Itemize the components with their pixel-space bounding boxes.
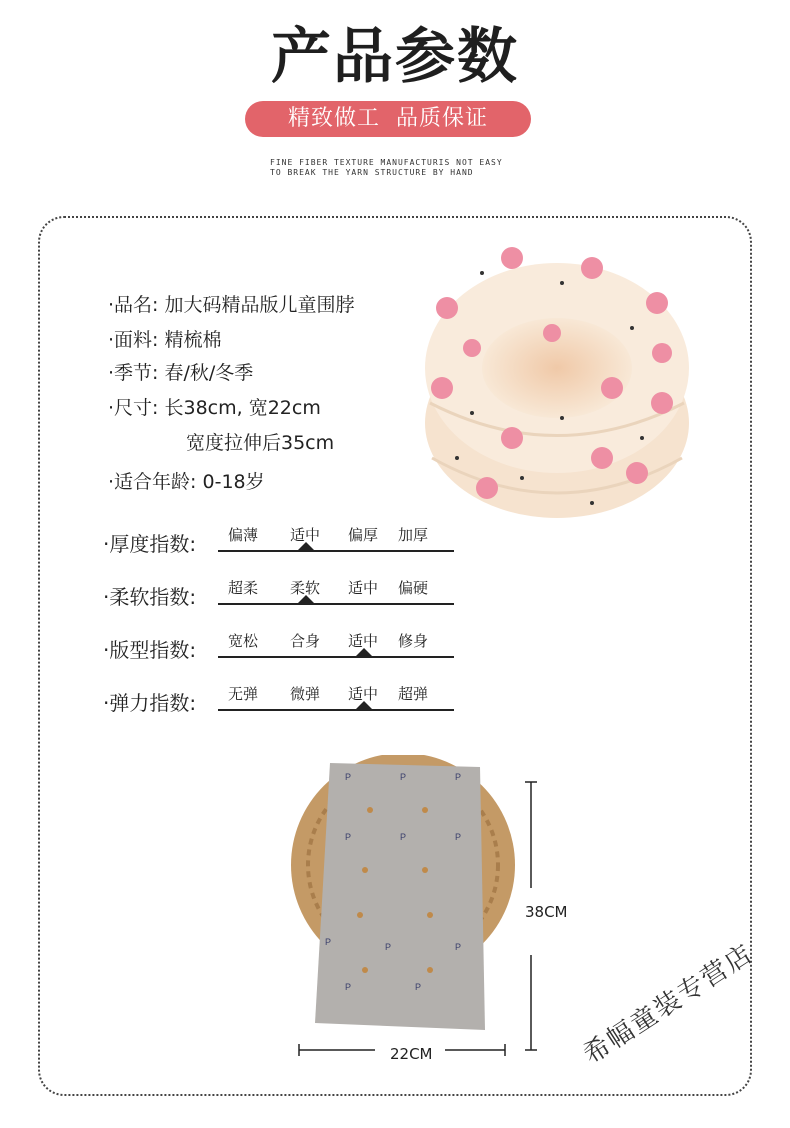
index-option: 加厚 [398, 526, 429, 544]
index-option: 合身 [290, 632, 321, 650]
svg-text:P: P [455, 832, 462, 842]
index-option: 超弹 [398, 685, 429, 703]
index-label: · 弹力指数: [103, 687, 196, 716]
svg-text:P: P [385, 942, 392, 952]
spec-name [108, 292, 355, 318]
spec-size-label: · 尺寸: [108, 397, 158, 419]
round-scarf-photo [412, 228, 702, 528]
svg-text:P: P [325, 937, 332, 947]
index-scale-line [218, 656, 454, 658]
index-option: 柔软 [290, 579, 321, 597]
page-title: 产品参数 [271, 22, 519, 92]
store-watermark: 希幅童装专营店 [578, 938, 759, 1071]
svg-text:P: P [455, 942, 462, 952]
index-option: 适中 [348, 579, 379, 597]
svg-text:P: P [345, 832, 352, 842]
index-option: 超柔 [228, 579, 259, 597]
svg-text:P: P [455, 772, 462, 782]
spec-name-value: 加大码精品版儿童围脖 [164, 294, 355, 316]
index-option: 适中 [290, 526, 321, 544]
spec-name-label: · 品名: [108, 294, 158, 316]
svg-text:P: P [400, 772, 407, 782]
index-option: 宽松 [228, 632, 259, 650]
spec-size [108, 395, 321, 421]
spec-size-stretch: 宽度拉伸后35cm [186, 432, 335, 454]
spec-size-value: 长38cm, 宽22cm [164, 397, 321, 419]
index-selected-marker [356, 701, 372, 709]
english-note-line-1: FINE FIBER TEXTURE MANUFACTURIS NOT EASY [270, 158, 503, 167]
english-note-line-2: TO BREAK THE YARN STRUCTURE BY HAND [270, 168, 474, 177]
svg-text:P: P [400, 832, 407, 842]
index-selected-marker [298, 542, 314, 550]
index-selected-marker [298, 595, 314, 603]
subtitle-badge: 精致做工 品质保证 [245, 101, 531, 137]
index-label: · 厚度指数: [103, 528, 196, 557]
index-option: 偏厚 [348, 526, 379, 544]
index-scale-line [218, 709, 454, 711]
index-option: 偏薄 [228, 526, 259, 544]
spec-age-label: · 适合年龄: [108, 471, 196, 493]
spec-season-label: · 季节: [108, 362, 158, 384]
index-option: 微弹 [290, 685, 321, 703]
spec-age-value: 0-18岁 [202, 471, 265, 493]
svg-text:P: P [345, 772, 352, 782]
spec-fabric [108, 327, 222, 353]
index-selected-marker [356, 648, 372, 656]
height-dimension-label: 38CM [525, 903, 568, 921]
index-option: 无弹 [228, 685, 259, 703]
index-scale-line [218, 603, 454, 605]
index-scale-line [218, 550, 454, 552]
width-dimension-label: 22CM [390, 1045, 433, 1063]
index-label: · 柔软指数: [103, 581, 196, 610]
spec-fabric-label: · 面料: [108, 329, 158, 351]
index-label: · 版型指数: [103, 634, 196, 663]
index-option: 偏硬 [398, 579, 429, 597]
english-note [270, 158, 530, 178]
svg-text:P: P [415, 982, 422, 992]
index-option: 适中 [348, 632, 379, 650]
index-option: 修身 [398, 632, 429, 650]
spec-age [108, 469, 265, 495]
spec-fabric-value: 精梳棉 [164, 329, 222, 351]
svg-text:P: P [345, 982, 352, 992]
index-option: 适中 [348, 685, 379, 703]
spec-season-value: 春/秋/冬季 [164, 362, 254, 384]
dimension-lines [295, 780, 545, 1060]
spec-season [108, 360, 253, 386]
